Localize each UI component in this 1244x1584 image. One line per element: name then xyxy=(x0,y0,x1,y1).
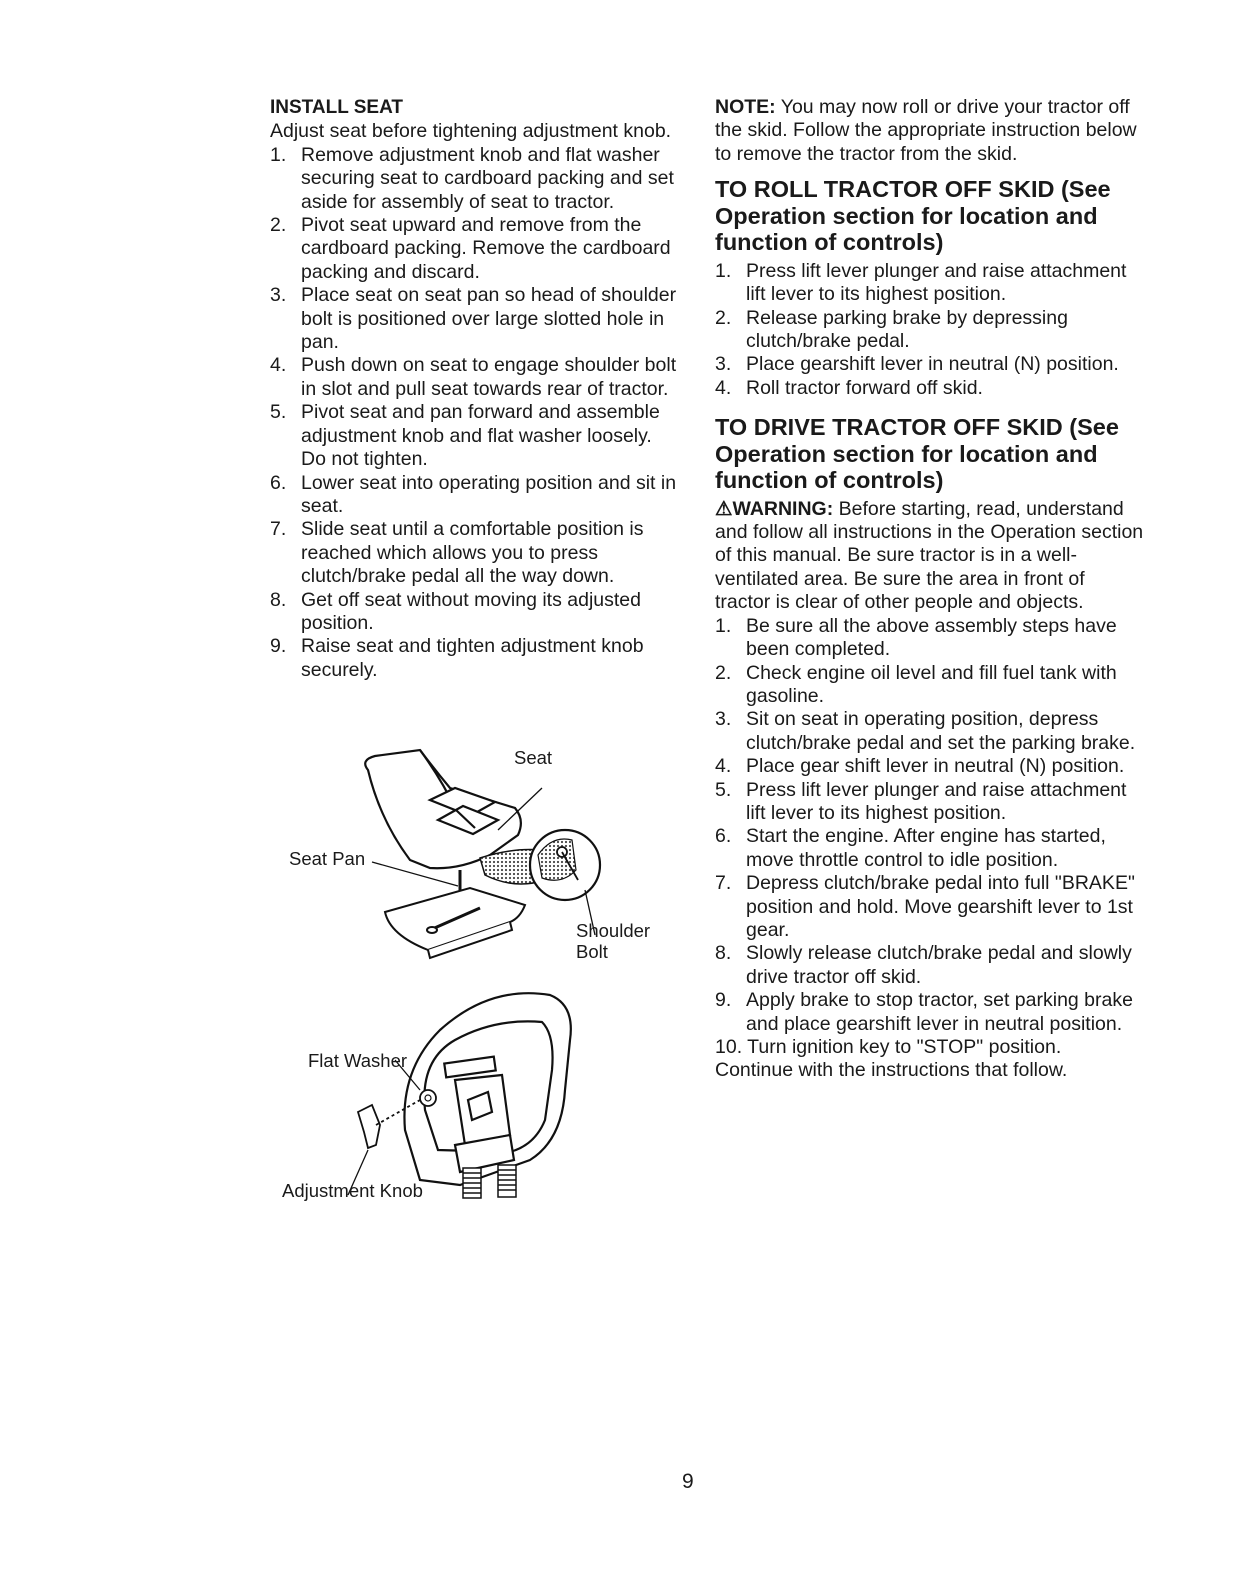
step-number: 5. xyxy=(270,401,287,424)
step-text: Release parking brake by depressing clutch/brake pedal. xyxy=(746,306,1068,352)
step-number: 6. xyxy=(270,471,287,494)
list-item xyxy=(715,662,1145,709)
step-text: Raise seat and tighten adjustment knob securely. xyxy=(301,635,644,681)
warning-text: Before starting, read, understand and follow all instructions in the Operation section of this manual. Be sure tractor is in a well-ventilated area. Be sure the area in front of tractor is clear of other people and objects. xyxy=(715,497,1144,614)
step-number: 9. xyxy=(715,989,732,1012)
step-text: Depress clutch/brake pedal into full "BRAKE" position and hold. Move gearshift lever to 1st gear. xyxy=(746,872,1135,941)
list-item xyxy=(715,307,1145,354)
step-number: 3. xyxy=(715,353,732,376)
figure-label-flat-washer: Flat Washer xyxy=(308,1050,408,1071)
step-text: Get off seat without moving its adjusted position. xyxy=(301,588,641,634)
step-text: Slowly release clutch/brake pedal and slowly drive tractor off skid. xyxy=(746,942,1132,988)
install-seat-heading: INSTALL SEAT xyxy=(270,97,403,118)
step-text: Press lift lever plunger and raise attachment lift lever to its highest position. xyxy=(746,778,1127,824)
step-number: 2. xyxy=(715,661,732,684)
step-number: 1. xyxy=(270,143,287,166)
list-item xyxy=(715,708,1145,755)
roll-tractor-heading: TO ROLL TRACTOR OFF SKID (See Operation section for location and function of controls) xyxy=(715,176,1111,256)
seat-shape xyxy=(365,750,521,868)
step-text: Roll tractor forward off skid. xyxy=(746,376,983,399)
step-text: Sit on seat in operating position, depress clutch/brake pedal and set the parking brake. xyxy=(746,708,1136,754)
step-text: Push down on seat to engage shoulder bolt in slot and pull seat towards rear of tractor. xyxy=(301,354,677,400)
step-number: 6. xyxy=(715,825,732,848)
step-number: 4. xyxy=(270,354,287,377)
step-text: Press lift lever plunger and raise attachment lift lever to its highest position. xyxy=(746,259,1127,306)
step-number: 3. xyxy=(270,284,287,307)
figure-label-seat: Seat xyxy=(514,747,553,768)
list-item xyxy=(270,401,680,471)
step-number: 2. xyxy=(715,306,732,329)
list-item xyxy=(715,377,1145,400)
step-number: 7. xyxy=(270,518,287,541)
list-item xyxy=(715,260,1145,307)
step-number: 7. xyxy=(715,872,732,895)
step-number: 4. xyxy=(715,755,732,778)
page-number: 9 xyxy=(682,1470,694,1493)
list-item xyxy=(270,354,680,401)
warning-label: WARNING: xyxy=(732,497,834,520)
note-label: NOTE: xyxy=(715,96,776,118)
list-item xyxy=(270,144,680,214)
step-text: Slide seat until a comfortable position is reached which allows you to press clutch/brake pedal all the way down. xyxy=(301,518,644,588)
list-item xyxy=(270,635,680,682)
step-number: 8. xyxy=(715,942,732,965)
warning-paragraph xyxy=(715,498,1145,615)
right-column xyxy=(715,96,1145,1083)
step-text: Be sure all the above assembly steps have been completed. xyxy=(746,614,1117,661)
step-text: Apply brake to stop tractor, set parking brake and place gearshift lever in neutral position. xyxy=(746,989,1133,1035)
step-number: 5. xyxy=(715,778,732,801)
note-paragraph xyxy=(715,96,1145,166)
install-seat-steps xyxy=(270,144,680,682)
final-step: 10. Turn ignition key to "STOP" position. xyxy=(715,1036,1062,1058)
install-seat-intro: Adjust seat before tightening adjustment knob. xyxy=(270,120,672,143)
list-item xyxy=(270,284,680,354)
figure-label-adjustment-knob: Adjustment Knob xyxy=(282,1180,423,1201)
figure-label-seat-pan: Seat Pan xyxy=(289,848,366,869)
seat-installation-figure xyxy=(280,740,680,1210)
list-item xyxy=(715,942,1145,989)
figure-label-bolt: Bolt xyxy=(576,941,608,962)
roll-steps xyxy=(715,260,1145,400)
list-item xyxy=(715,779,1145,826)
step-text: Pivot seat upward and remove from the cardboard packing. Remove the cardboard packing and discard. xyxy=(301,214,671,283)
step-text: Pivot seat and pan forward and assemble adjustment knob and flat washer loosely. Do not tighten. xyxy=(301,401,660,471)
step-text: Place gear shift lever in neutral (N) position. xyxy=(746,755,1125,778)
step-number: 9. xyxy=(270,635,287,658)
figure-label-shoulder: Shoulder xyxy=(576,920,651,941)
list-item xyxy=(270,589,680,636)
step-text: Place gearshift lever in neutral (N) position. xyxy=(746,353,1119,376)
list-item xyxy=(715,615,1145,662)
drive-steps xyxy=(715,615,1145,1036)
list-item xyxy=(715,755,1145,778)
list-item xyxy=(715,989,1145,1036)
note-text: You may now roll or drive your tractor off the skid. Follow the appropriate instruction below to remove the tractor from the skid. xyxy=(715,96,1137,165)
step-number: 2. xyxy=(270,214,287,237)
list-item xyxy=(270,472,680,519)
step-text: Start the engine. After engine has started, move throttle control to idle position. xyxy=(746,825,1106,871)
step-text: Check engine oil level and fill fuel tank with gasoline. xyxy=(746,661,1117,707)
list-item xyxy=(715,872,1145,942)
list-item xyxy=(270,214,680,284)
step-text: Lower seat into operating position and sit in seat. xyxy=(301,471,677,517)
list-item xyxy=(270,518,680,588)
step-number: 8. xyxy=(270,588,287,611)
step-number: 4. xyxy=(715,376,732,399)
list-item xyxy=(715,825,1145,872)
left-column xyxy=(270,96,680,682)
list-item xyxy=(715,353,1145,376)
step-text: Place seat on seat pan so head of shoulder bolt is positioned over large slotted hole in pan. xyxy=(301,284,677,354)
drive-tractor-heading: TO DRIVE TRACTOR OFF SKID (See Operation section for location and function of controls) xyxy=(715,414,1119,494)
closing-text: Continue with the instructions that follow. xyxy=(715,1059,1068,1082)
warning-triangle-icon: ⚠ xyxy=(715,497,733,520)
seat-illustration xyxy=(280,740,680,1210)
step-text: Remove adjustment knob and flat washer securing seat to cardboard packing and set aside for assembly of seat to tractor. xyxy=(301,143,674,213)
step-number: 1. xyxy=(715,259,732,282)
step-number: 1. xyxy=(715,614,732,637)
step-number: 3. xyxy=(715,708,732,731)
